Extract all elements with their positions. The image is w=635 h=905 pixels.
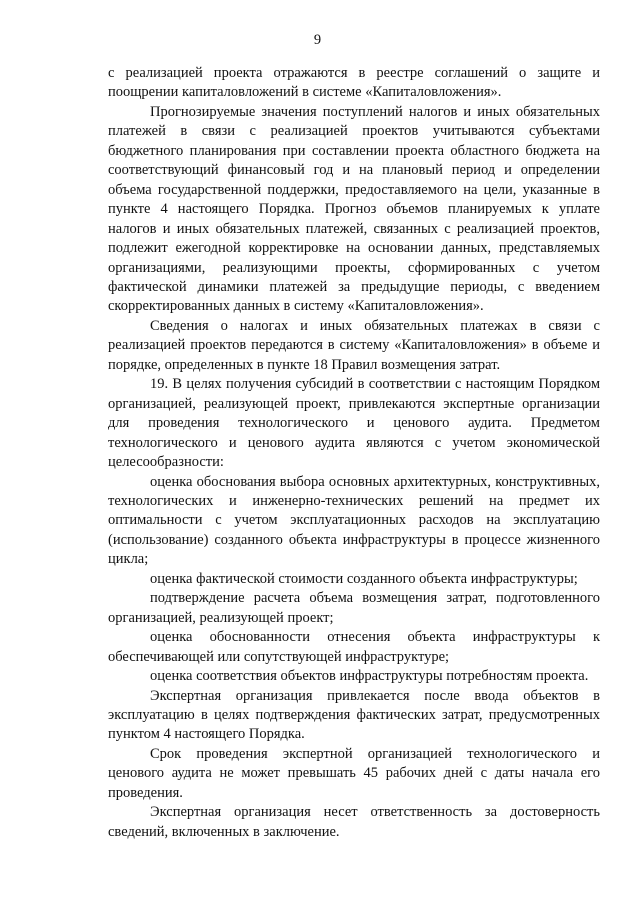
paragraph-tax-info-transfer: Сведения о налогах и иных обязательных платежах в связи с реализацией проектов передаются в систему «Капиталовложения» в объеме и порядке, определенных в пункте 18 Правил возмещения затрат. bbox=[108, 317, 600, 373]
list-item-calculation-confirmation: подтверждение расчета объема возмещения затрат, подготовленного организацией, реализующей проект; bbox=[108, 590, 600, 626]
document-body bbox=[108, 64, 600, 842]
list-item-needs-compliance: оценка соответствия объектов инфраструктуры потребностям проекта. bbox=[150, 668, 589, 685]
paragraph-tax-forecast: Прогнозируемые значения поступлений налогов и иных обязательных платежей в связи с реализацией проектов учитываются субъектами бюджетного планирования при составлении проекта областного бюджета на соответствующий финансовый год и на плановый период и определении объема государственной поддержки, предоставляемого на цели, указанные в пункте 4 настоящего Порядка. Прогноз объемов планируемых к уплате налогов и иных обязательных платежей, связанных с реализацией проектов, подлежит ежегодной корректировке на основании данных, представляемых организациями, реализующими проекты, сформированных с учетом фактической динамики платежей за предыдущие периоды, с введением скорректированных данных в систему «Капиталовложения». bbox=[108, 103, 600, 315]
paragraph-expert-responsibility: Экспертная организация несет ответственность за достоверность сведений, включенных в заключение. bbox=[108, 804, 600, 840]
list-item-cost-assessment: оценка фактической стоимости созданного объекта инфраструктуры; bbox=[150, 570, 578, 587]
list-item-design-assessment: оценка обоснования выбора основных архитектурных, конструктивных, технологических и инженерно-технических решений на предмет их оптимальности с учетом эксплуатационных расходов на эксплуатацию (использование) созданного объекта инфраструктуры в процессе жизненного цикла; bbox=[108, 473, 600, 568]
paragraph-expert-engagement: Экспертная организация привлекается после ввода объектов в эксплуатацию в целях подтверждения фактических затрат, предусмотренных пунктом 4 настоящего Порядка. bbox=[108, 687, 600, 743]
list-item-infrastructure-classification: оценка обоснованности отнесения объекта инфраструктуры к обеспечивающей или сопутствующей инфраструктуре; bbox=[108, 629, 600, 665]
paragraph-audit-deadline: Срок проведения экспертной организацией технологического и ценового аудита не может превышать 45 рабочих дней с даты начала его проведения. bbox=[108, 745, 600, 801]
page-number: 9 bbox=[313, 32, 322, 48]
paragraph-continuation: с реализацией проекта отражаются в реестре соглашений о защите и поощрении капиталовложений в системе «Капиталовложения». bbox=[108, 65, 600, 101]
paragraph-item-19: 19. В целях получения субсидий в соответствии с настоящим Порядком организацией, реализующей проект, привлекаются экспертные организации для проведения технологического и ценового аудита. Предметом технологического и ценового аудита являются с учетом экономической целесообразности: bbox=[108, 376, 600, 471]
